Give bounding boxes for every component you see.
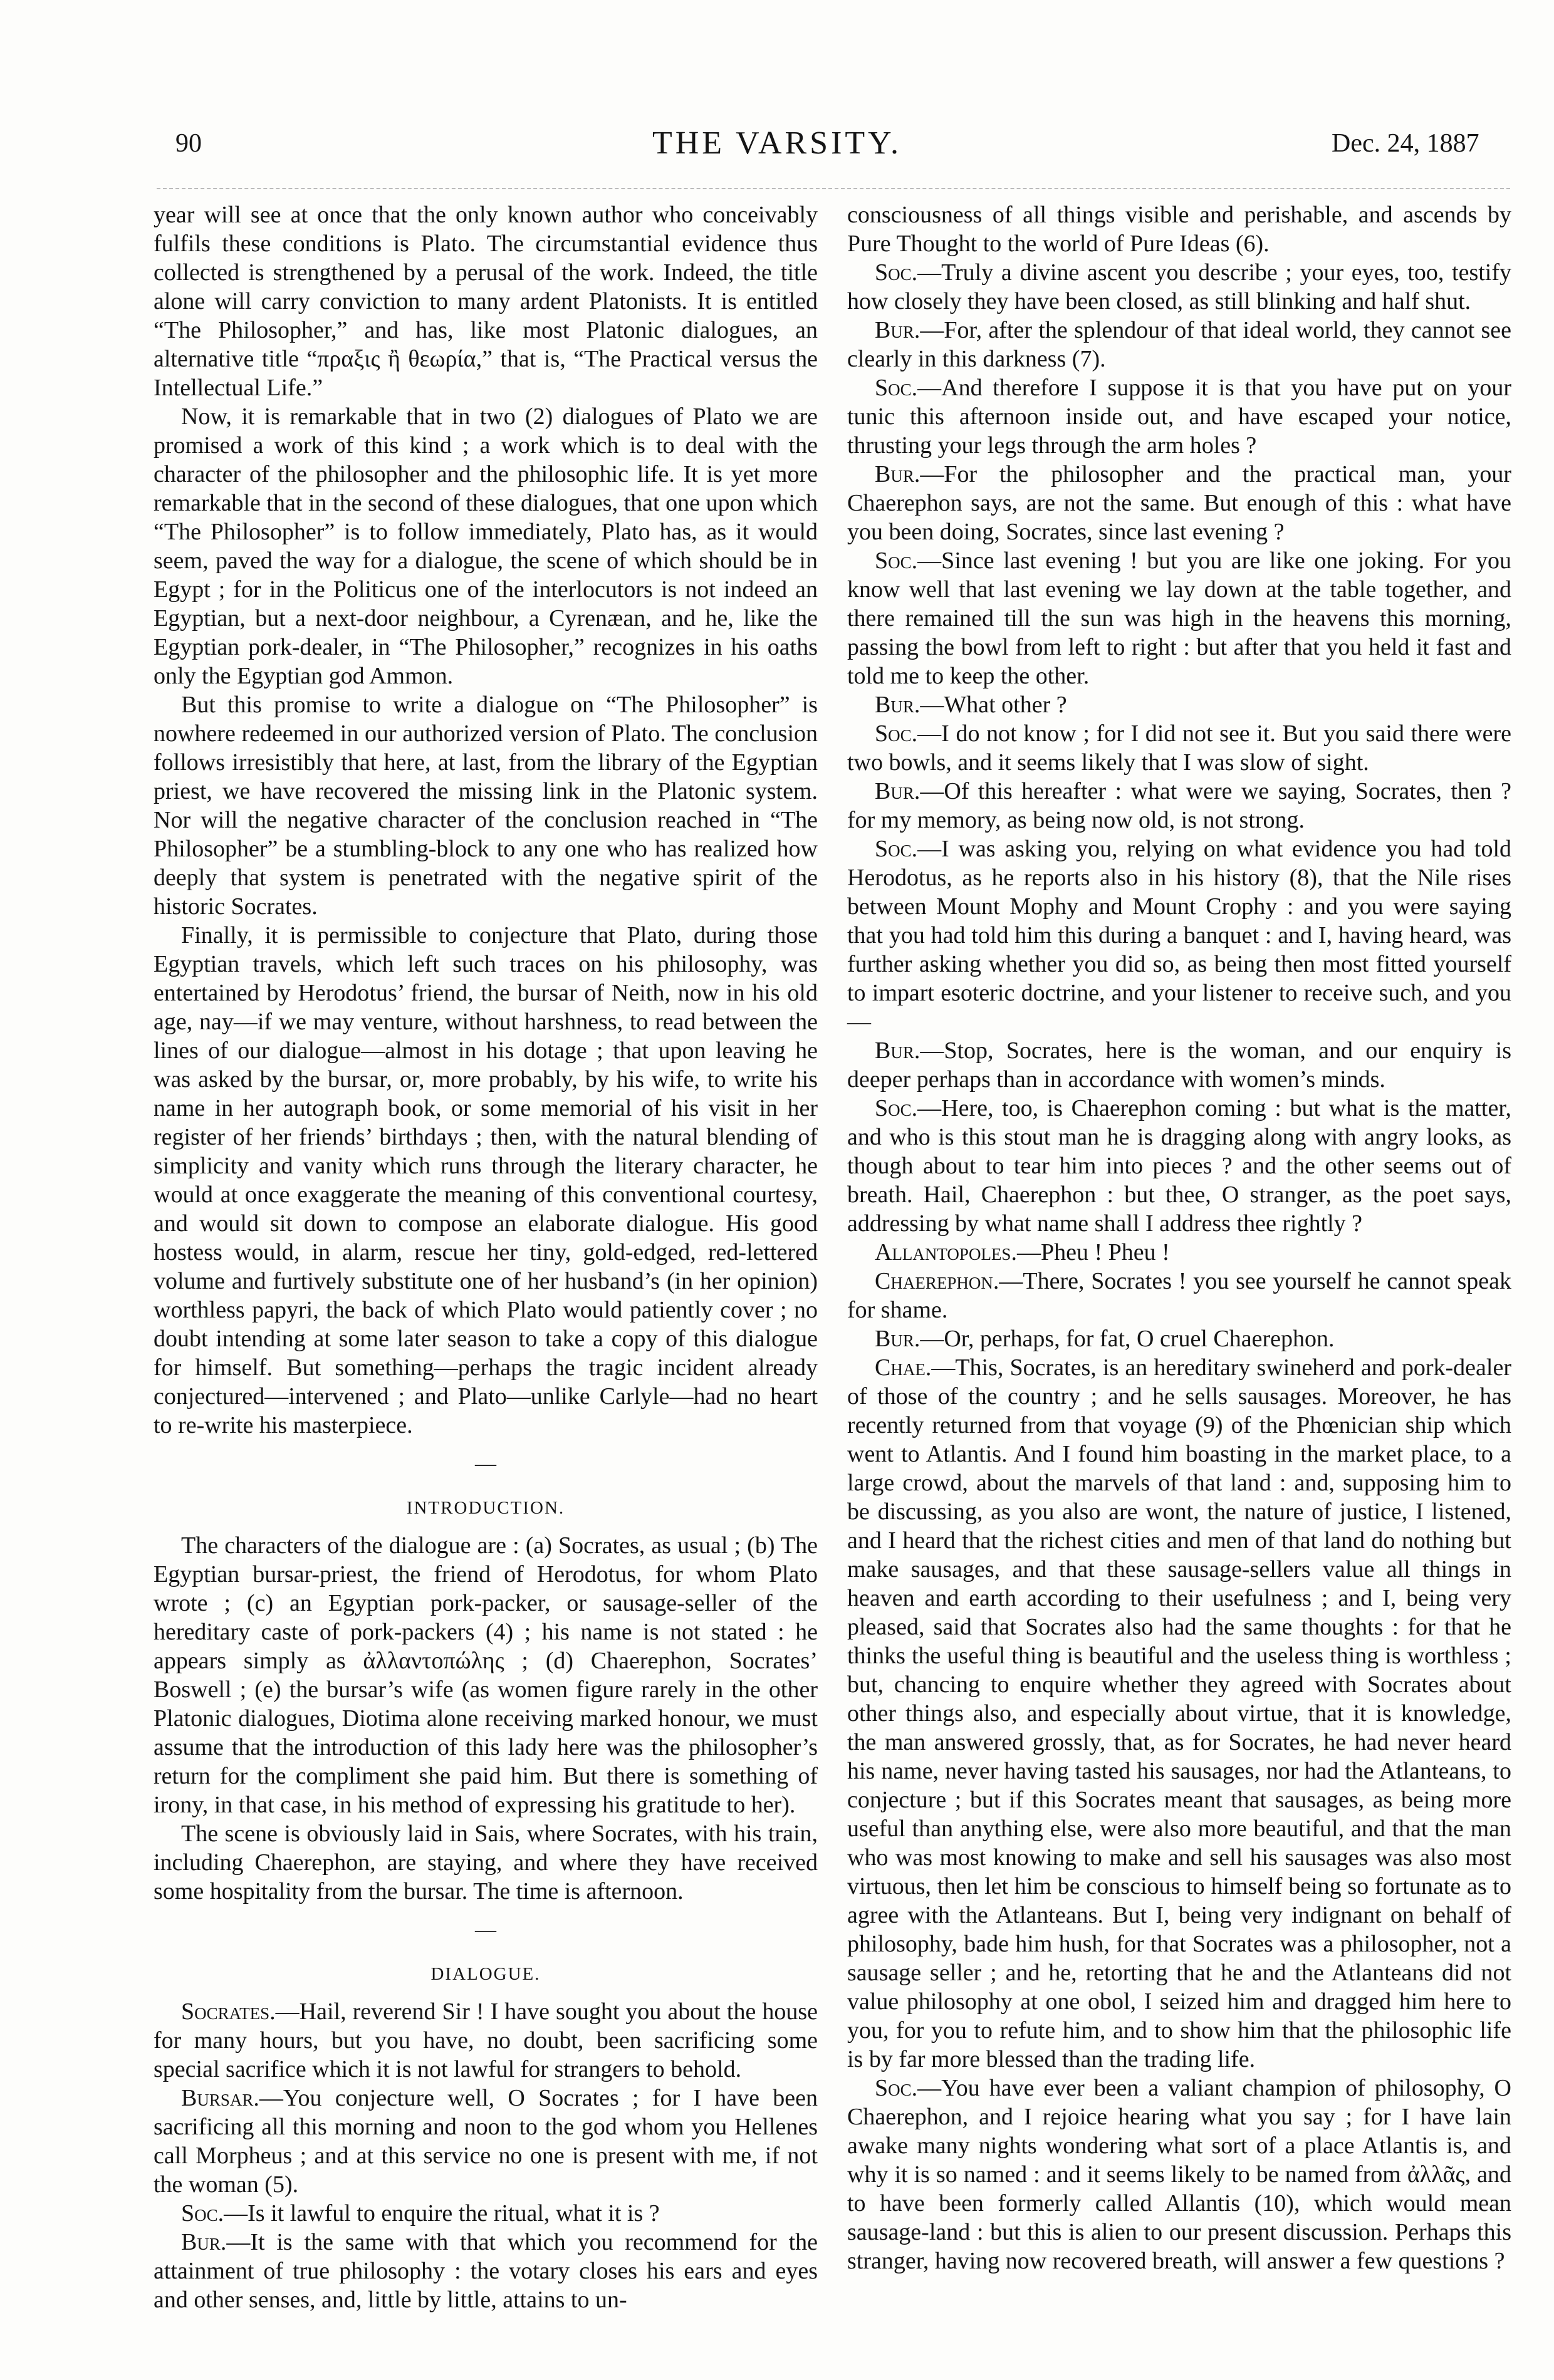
dialogue-line	[154, 2084, 818, 2199]
speaker: Soc.	[181, 2200, 224, 2227]
dialogue-line	[154, 2199, 818, 2228]
dialogue-line	[847, 1036, 1511, 1094]
paragraph: The characters of the dialogue are : (a) Socrates, as usual ; (b) The Egyptian bursar-priest, the friend of Herodotus, for whom Plato wrote ; (c) an Egyptian pork-packer, or sausage-seller of the hereditary caste of pork-packers (4) ; his name is not stated : he appears simply as ἀλλαντοπώλης ; (d) Chaerephon, Socrates’ Boswell ; (e) the bursar’s wife (as women figure rarely in the other Platonic dialogues, Diotima alone receiving marked honour, we must assume that the introduction of this lady here was the philosopher’s return for the compliment she paid him. But there is something of irony, in that case, in his method of expressing his gratitude to her).	[154, 1532, 818, 1818]
speaker: Chaerephon.	[875, 1268, 999, 1294]
dialogue-line	[847, 690, 1511, 719]
speech: —I was asking you, relying on what evidence you had told Herodotus, as he reports also in his history (8), that the Nile rises between Mount Mophy and Mount Crophy : and you were saying that you had told him this during a banquet : and I, having heard, was further asking whether you did so, as being then most fitted yourself to impart esoteric doctrine, and your listener to receive such, and you—	[847, 836, 1511, 1035]
speaker: Bur.	[875, 1326, 920, 1352]
speech: —Stop, Socrates, here is the woman, and our enquiry is deeper perhaps than in accordance with women’s minds.	[847, 1037, 1511, 1093]
speech: —Or, perhaps, for fat, O cruel Chaerephon.	[920, 1326, 1335, 1352]
dialogue-line	[847, 200, 1511, 258]
introduction-heading: INTRODUCTION.	[406, 1498, 565, 1518]
paragraph: Finally, it is permissible to conjecture that Plato, during those Egyptian travels, which left such traces on his philosophy, was entertained by Herodotus’ friend, the bursar of Neith, now in his old age, nay—if we may venture, without harshness, to read between the lines of our dialogue—almost in his dotage ; that upon leaving he was asked by the bursar, or, more probably, by his wife, to write his name in her autograph book, or some memorial of his visit in her register of her friends’ birthdays ; then, with the natural blending of simplicity and vanity which runs through the literary character, he would at once exaggerate the meaning of this conventional courtesy, and would sit down to compose an elaborate dialogue. His good hostess would, in alarm, rescue her tiny, gold-edged, red-lettered volume and furtively substitute one of her husband’s (in her opinion) worthless papyri, the back of which Plato would patiently cover ; no doubt intending at some later season to take a copy of this dialogue for himself. But something—perhaps the tragic incident already conjectured—intervened ; and Plato—unlike Carlyle—had no heart to re-write his masterpiece.	[154, 922, 818, 1438]
speaker: Soc.	[875, 720, 918, 747]
dialogue-line	[154, 1997, 818, 2084]
speaker: Chae.	[875, 1354, 932, 1381]
speaker: Bur.	[875, 1037, 920, 1064]
dialogue-line	[847, 777, 1511, 834]
speaker: Allantopoles.	[875, 1239, 1017, 1265]
dialogue-line	[154, 2228, 818, 2314]
dialogue-line	[847, 258, 1511, 316]
speech: —And therefore I suppose it is that you have put on your tunic this afternoon inside out, and have escaped your notice, thrusting your legs through the arm holes ?	[847, 375, 1511, 459]
speaker: Soc.	[875, 548, 918, 574]
dialogue-line	[847, 1267, 1511, 1324]
speech: —You conjecture well, O Socrates ; for I have been sacrificing all this morning and noon to the god whom you Hellenes call Morpheus ; and at this service no one is present with me, if not the woman (5).	[154, 2085, 818, 2198]
speaker: Bur.	[875, 778, 920, 804]
paragraph: But this promise to write a dialogue on “The Philosopher” is nowhere redeemed in our authorized version of Plato. The conclusion follows irresistibly that here, at last, from the library of the Egyptian priest, we have recovered the missing link in the Platonic system. Nor will the negative character of the conclusion reached in “The Philosopher” be a stumbling-block to any one who has realized how deeply that system is penetrated with the negative spirit of the historic Socrates.	[154, 692, 818, 920]
speech: —Of this hereafter : what were we saying, Socrates, then ? for my memory, as being now old, is not strong.	[847, 778, 1511, 833]
speech: —You have ever been a valiant champion of philosophy, O Chaerephon, and I rejoice hearing what you say ; for I have lain awake many nights wondering what sort of a place Atlantis is, and why it is so named : and it seems likely to be named from ἀλλᾶς, and to have been formerly called Allantis (10), which would mean sausage-land : but this is alien to our present discussion. Perhaps this stranger, having now recovered breath, will answer a few questions ?	[847, 2075, 1511, 2274]
dialogue-line	[847, 719, 1511, 777]
speaker: Bur.	[875, 461, 920, 487]
speaker: Soc.	[875, 836, 918, 862]
dialogue-line	[847, 1353, 1511, 2074]
speaker: Soc.	[875, 375, 918, 401]
speech: —Since last evening ! but you are like one joking. For you know well that last evening we lay down at the table together, and there remained till the sun was high in the heavens this morning, passing the bowl from left to right : but after that you held it fast and told me to keep the other.	[847, 548, 1511, 689]
page-header	[0, 116, 1554, 172]
paragraph: year will see at once that the only known author who conceivably fulfils these conditions is Plato. The circumstantial evidence thus collected is strengthened by a perusal of the work. Indeed, the title alone will carry conviction to many ardent Platonists. It is entitled “The Philosopher,” and has, like most Platonic dialogues, an alternative title “πραξις ἢ θεωρία,” that is, “The Practical versus the Intellectual Life.”	[154, 202, 818, 401]
speaker: Bur.	[181, 2229, 227, 2255]
section-divider: —	[475, 1918, 496, 1941]
issue-date: Dec. 24, 1887	[1332, 129, 1479, 158]
speech: —There, Socrates ! you see yourself he cannot speak for shame.	[847, 1268, 1511, 1323]
paragraph: Now, it is remarkable that in two (2) dialogues of Plato we are promised a work of this kind ; a work which is to deal with the character of the philosopher and the philosophic life. It is yet more remarkable that in the second of these dialogues, that one upon which “The Philosopher” is to follow immediately, Plato has, as it would seem, paved the way for a dialogue, the scene of which should be in Egypt ; for in the Politicus one of the interlocutors is not indeed an Egyptian, but a next-door neighbour, a Cyrenæan, and he, like the Egyptian pork-dealer, in “The Philosopher,” recognizes in his oaths only the Egyptian god Ammon.	[154, 403, 818, 689]
speaker: Bur.	[875, 692, 920, 718]
speaker: Bursar.	[181, 2085, 259, 2111]
speech: —Is it lawful to enquire the ritual, what it is ?	[224, 2200, 660, 2227]
speech: —This, Socrates, is an hereditary swineherd and pork-dealer of those of the country ; and he sells sausages. Moreover, he has recently returned from that voyage (9) of the Phœnician ship which went to Atlantis. And I found him boasting in the market place, to a large crowd, about the marvels of that land : and, supposing him to be discussing, as you also are wont, the nature of justice, I listened, and I heard that the richest cities and men of that land do nothing but make sausages, and that these sausage-sellers value all things in heaven and earth according to their usefulness ; and I, being very pleased, said that Socrates also had the same thoughts : for that he thinks the useful thing is beautiful and the useless thing is worthless ; but, chancing to enquire whether they agreed with Socrates about other things also, and especially about virtue, that it is knowledge, the man answered grossly, that, as for Socrates, he had never heard his name, never having tasted his sausages, nor had the Atlanteans, to conjecture ; but if this Socrates meant that sausages, as being more useful than anything else, were also more beautiful, and that the man who was most knowing to make and sell his sausages was also most virtuous, then let him be conscious to himself being so fortunate as to agree with the Atlanteans. But I, being very indignant on behalf of philosophy, bade him hush, for that Socrates was a philosopher, not a sausage seller ; and he, retorting that he and the Atlanteans did not value philosophy at one obol, I seized him and dragged him here to you, for you to refute him, and to show him that the philosophic life is by far more blessed than the trading life.	[847, 1354, 1511, 2072]
dialogue-line	[847, 546, 1511, 690]
page-number: 90	[175, 129, 202, 158]
paragraph: The scene is obviously laid in Sais, where Socrates, with his train, including Chaerephon, are staying, and where they have received some hospitality from the bursar. The time is afternoon.	[154, 1821, 818, 1905]
dialogue-heading: DIALOGUE.	[430, 1964, 541, 1984]
speech: consciousness of all things visible and perishable, and ascends by Pure Thought to the world of Pure Ideas (6).	[847, 202, 1511, 257]
right-column	[847, 200, 1511, 2275]
speech: —Hail, reverend Sir ! I have sought you about the house for many hours, but you have, no doubt, been sacrificing some special sacrifice which it is not lawful for strangers to behold.	[154, 1998, 818, 2082]
dialogue-line	[847, 460, 1511, 546]
speech: —What other ?	[920, 692, 1067, 718]
dialogue-line	[847, 373, 1511, 460]
dialogue-line	[847, 2074, 1511, 2275]
publication-title: THE VARSITY.	[652, 125, 902, 161]
header-rule	[157, 188, 1510, 189]
speech: —Pheu ! Pheu !	[1016, 1239, 1170, 1265]
speech: —I do not know ; for I did not see it. But you said there were two bowls, and it seems likely that I was slow of sight.	[847, 720, 1511, 776]
speaker: Soc.	[875, 259, 918, 286]
dialogue-line	[847, 316, 1511, 373]
speech: —Truly a divine ascent you describe ; your eyes, too, testify how closely they have been closed, as still blinking and half shut.	[847, 259, 1511, 314]
speaker: Soc.	[875, 2075, 918, 2101]
speaker: Bur.	[875, 317, 920, 343]
speech: —It is the same with that which you recommend for the attainment of true philosophy : the votary closes his ears and eyes and other senses, and, little by little, attains to un-	[154, 2229, 818, 2313]
speaker: Soc.	[875, 1095, 918, 1121]
dialogue-line	[847, 834, 1511, 1036]
section-divider: —	[475, 1452, 496, 1475]
speech: —For the philosopher and the practical man, your Chaerephon says, are not the same. But enough of this : what have you been doing, Socrates, since last evening ?	[847, 461, 1511, 545]
speaker: Socrates.	[181, 1998, 276, 2025]
dialogue-line	[847, 1324, 1511, 1353]
speech: —Here, too, is Chaerephon coming : but what is the matter, and who is this stout man he is dragging along with angry looks, as though about to tear him into pieces ? and the other seems out of breath. Hail, Chaerephon : but thee, O stranger, as the poet says, addressing by what name shall I address thee rightly ?	[847, 1095, 1511, 1237]
dialogue-line	[847, 1094, 1511, 1238]
dialogue-line	[847, 1238, 1511, 1267]
left-column	[154, 200, 818, 2314]
speech: —For, after the splendour of that ideal world, they cannot see clearly in this darkness (7).	[847, 317, 1511, 372]
